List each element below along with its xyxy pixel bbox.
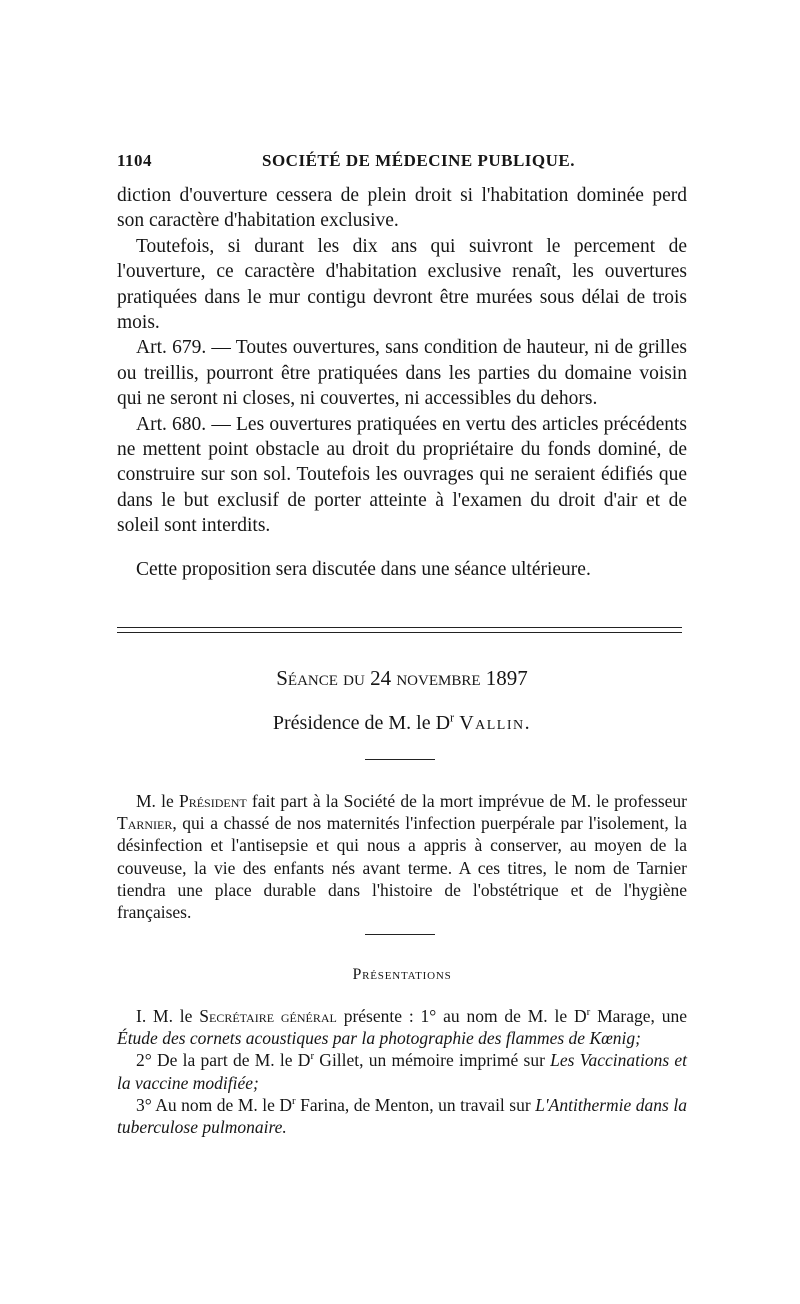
president-note <box>117 790 687 923</box>
double-rule-top <box>117 627 682 628</box>
session-presidency: Présidence de M. le $D^r$ Vallin. <box>272 710 532 734</box>
session-title: Séance du 24 novembre 1897 <box>276 666 528 690</box>
paragraph-toutefois: Toutefois, si durant les dix ans qui suivront le percement de l'ouverture, ce caractère d'habitation exclusive renaît, les ouvertures pratiquées dans le mur contigu devront être murées sous délai de trois mois. <box>117 235 687 334</box>
paragraph-art-679: Art. 679. — Toutes ouvertures, sans condition de hauteur, ni de grilles ou treillis, pourront être pratiquées dans les parties du domaine voisin qui ne seront ni closes, ni couvertes, ni accessibles du dehors. <box>117 337 687 410</box>
presentation-item-3: 3° Au nom de M. le $D^r$ Farina, de Menton, un travail sur L'Antithermie dans la tuberculose pulmonaire. <box>117 1094 687 1138</box>
page-number: 1104 <box>117 151 153 170</box>
president-note-paragraph: M. le Président fait part à la Société de la mort imprévue de M. le professeur Tarnier, qui a chassé de nos maternités l'infection puerpérale par l'isolement, la désinfection et l'antisepsie et qui nous a appris à conserver, au moyen de la couveuse, la vie des enfants nés avant terme. A ces titres, le nom de Tarnier tiendra une place durable dans l'histoire de l'obstétrique et de l'hygiène françaises. <box>117 791 687 923</box>
running-title: SOCIÉTÉ DE MÉDECINE PUBLIQUE. <box>262 151 576 170</box>
double-rule-bottom <box>117 632 682 633</box>
page-header <box>117 151 687 175</box>
paragraph-art-680: Art. 680. — Les ouvertures pratiquées en vertu des articles précédents ne mettent point obstacle au droit du propriétaire du fonds dominé, de construire sur son sol. Toutefois les ouvrages qui ne seraient édifiés que dans le but exclusif de porter atteinte à l'examen du droit d'air et de soleil sont interdits. <box>117 413 687 537</box>
short-rule-1 <box>365 759 435 760</box>
presentation-item-2: 2° De la part de M. le $D^r$ Gillet, un mémoire imprimé sur Les Vaccinations et la vaccine modifiée; <box>117 1050 688 1093</box>
article-text <box>117 183 687 582</box>
presentations-list <box>117 1005 687 1138</box>
paragraph-proposition: Cette proposition sera discutée dans une séance ultérieure. <box>136 558 591 580</box>
presentations-heading: Présentations <box>352 966 452 983</box>
paragraph-continuation: diction d'ouverture cessera de plein droit si l'habitation dominée perd son caractère d'habitation exclusive. <box>117 185 687 232</box>
short-rule-2 <box>365 934 435 935</box>
presentation-item-1: I. M. le Secrétaire général présente : 1° au nom de M. le $D^r$ Marage, une Étude des cornets acoustiques par la photographie des flammes de Kœnig; <box>117 1006 687 1049</box>
